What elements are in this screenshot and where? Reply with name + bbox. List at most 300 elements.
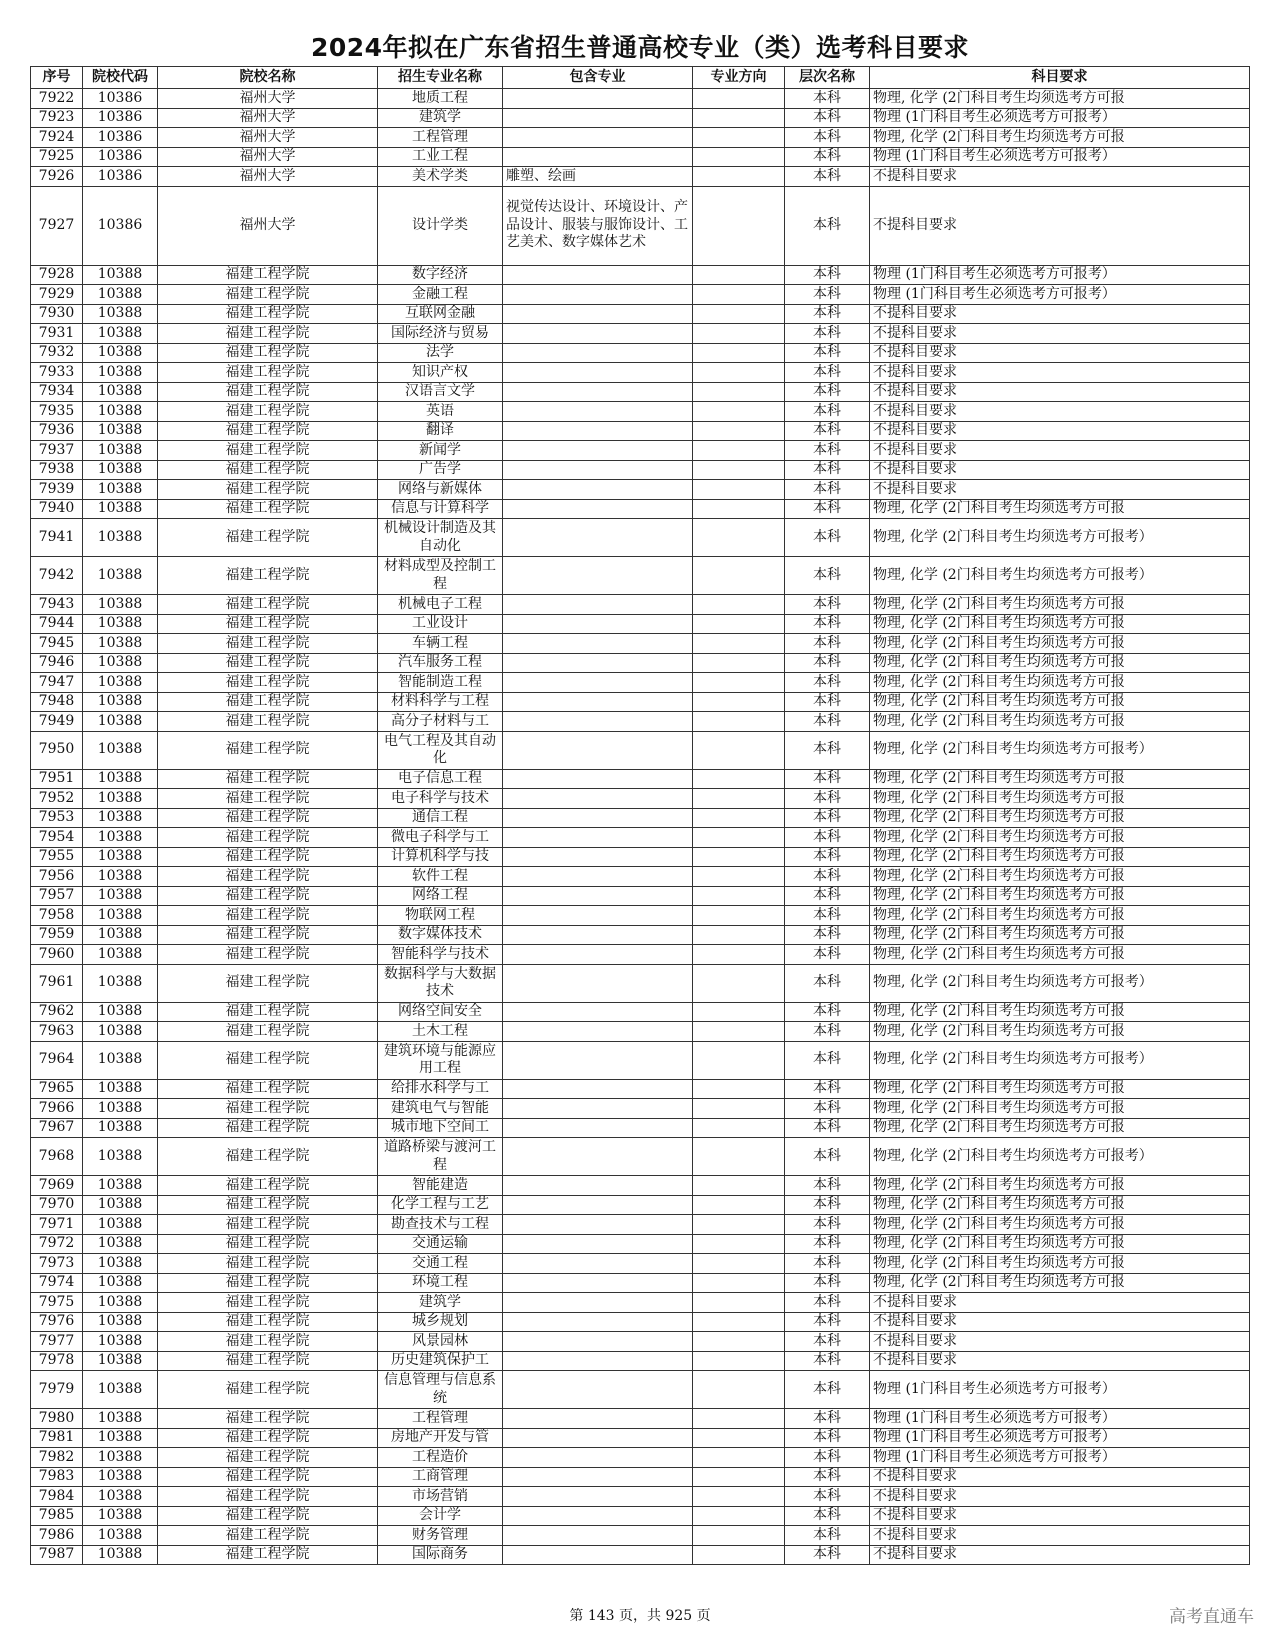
table-row [31,653,1250,673]
cell-level: 本科 [785,519,870,557]
table-row [31,1195,1250,1215]
cell-school: 福建工程学院 [158,499,378,519]
cell-school: 福建工程学院 [158,557,378,595]
table-row [31,867,1250,887]
cell-direction [693,673,785,693]
cell-school: 福建工程学院 [158,363,378,383]
cell-no: 7969 [31,1176,83,1196]
cell-no: 7955 [31,847,83,867]
cell-major: 英语 [378,402,503,422]
cell-requirement: 物理, 化学 (2门科目考生均须选考方可报 [870,595,1250,615]
cell-code: 10388 [83,480,158,500]
cell-major: 物联网工程 [378,906,503,926]
cell-code: 10388 [83,789,158,809]
cell-major: 智能科学与技术 [378,945,503,965]
cell-direction [693,634,785,654]
cell-included [503,1079,693,1099]
table-row [31,1176,1250,1196]
cell-school: 福建工程学院 [158,285,378,305]
cell-level: 本科 [785,382,870,402]
cell-included [503,1448,693,1468]
cell-direction [693,1526,785,1546]
cell-major: 网络与新媒体 [378,480,503,500]
cell-included [503,499,693,519]
cell-school: 福建工程学院 [158,1022,378,1042]
cell-direction [693,1176,785,1196]
table-row [31,324,1250,344]
cell-requirement: 不提科目要求 [870,441,1250,461]
cell-requirement: 不提科目要求 [870,460,1250,480]
cell-school: 福州大学 [158,108,378,128]
cell-school: 福建工程学院 [158,421,378,441]
cell-major: 交通运输 [378,1234,503,1254]
cell-requirement: 物理, 化学 (2门科目考生均须选考方可报 [870,1079,1250,1099]
cell-requirement: 物理 (1门科目考生必须选考方可报考） [870,108,1250,128]
cell-level: 本科 [785,1506,870,1526]
cell-major: 汉语言文学 [378,382,503,402]
cell-direction [693,1506,785,1526]
cell-school: 福建工程学院 [158,595,378,615]
cell-no: 7987 [31,1545,83,1565]
cell-school: 福建工程学院 [158,1273,378,1293]
cell-included [503,382,693,402]
cell-direction [693,867,785,887]
cell-requirement: 不提科目要求 [870,363,1250,383]
cell-level: 本科 [785,343,870,363]
cell-school: 福建工程学院 [158,1526,378,1546]
cell-requirement: 物理 (1门科目考生必须选考方可报考） [870,265,1250,285]
cell-requirement: 物理, 化学 (2门科目考生均须选考方可报考） [870,557,1250,595]
cell-requirement: 物理, 化学 (2门科目考生均须选考方可报 [870,789,1250,809]
cell-requirement: 不提科目要求 [870,1545,1250,1565]
cell-code: 10388 [83,1254,158,1274]
table-row [31,614,1250,634]
cell-school: 福建工程学院 [158,634,378,654]
cell-no: 7985 [31,1506,83,1526]
cell-requirement: 物理, 化学 (2门科目考生均须选考方可报 [870,1273,1250,1293]
cell-level: 本科 [785,731,870,769]
column-header-included: 包含专业 [503,67,693,89]
cell-major: 地质工程 [378,89,503,109]
cell-direction [693,886,785,906]
cell-included [503,964,693,1002]
cell-no: 7979 [31,1371,83,1409]
cell-level: 本科 [785,692,870,712]
cell-major: 微电子科学与工 [378,828,503,848]
cell-code: 10388 [83,402,158,422]
cell-direction [693,1234,785,1254]
cell-included [503,867,693,887]
cell-major: 互联网金融 [378,304,503,324]
cell-level: 本科 [785,499,870,519]
cell-no: 7939 [31,480,83,500]
cell-direction [693,324,785,344]
cell-level: 本科 [785,1176,870,1196]
cell-no: 7936 [31,421,83,441]
cell-requirement: 物理, 化学 (2门科目考生均须选考方可报 [870,1254,1250,1274]
cell-direction [693,1428,785,1448]
cell-direction [693,1312,785,1332]
cell-requirement: 物理, 化学 (2门科目考生均须选考方可报 [870,867,1250,887]
cell-direction [693,89,785,109]
table-row [31,847,1250,867]
cell-requirement: 物理, 化学 (2门科目考生均须选考方可报考） [870,731,1250,769]
cell-code: 10388 [83,828,158,848]
cell-level: 本科 [785,1351,870,1371]
cell-direction [693,402,785,422]
table-row [31,1487,1250,1507]
cell-code: 10388 [83,1448,158,1468]
cell-code: 10388 [83,265,158,285]
cell-major: 化学工程与工艺 [378,1195,503,1215]
cell-included [503,1234,693,1254]
cell-no: 7980 [31,1409,83,1429]
cell-no: 7927 [31,186,83,265]
table-row [31,1215,1250,1235]
cell-no: 7954 [31,828,83,848]
cell-level: 本科 [785,1448,870,1468]
cell-school: 福建工程学院 [158,925,378,945]
cell-school: 福建工程学院 [158,324,378,344]
cell-major: 建筑电气与智能 [378,1099,503,1119]
cell-major: 智能制造工程 [378,673,503,693]
column-header-school: 院校名称 [158,67,378,89]
cell-school: 福建工程学院 [158,480,378,500]
table-row [31,1526,1250,1546]
cell-direction [693,186,785,265]
cell-code: 10388 [83,1138,158,1176]
cell-level: 本科 [785,1099,870,1119]
cell-included [503,847,693,867]
cell-requirement: 物理, 化学 (2门科目考生均须选考方可报 [870,1176,1250,1196]
table-row [31,402,1250,422]
cell-requirement: 不提科目要求 [870,343,1250,363]
cell-school: 福州大学 [158,147,378,167]
cell-major: 广告学 [378,460,503,480]
cell-included [503,402,693,422]
cell-major: 通信工程 [378,808,503,828]
cell-code: 10388 [83,1273,158,1293]
cell-included [503,1487,693,1507]
cell-direction [693,480,785,500]
cell-school: 福建工程学院 [158,867,378,887]
cell-major: 交通工程 [378,1254,503,1274]
table-row [31,945,1250,965]
cell-included [503,1312,693,1332]
cell-requirement: 物理 (1门科目考生必须选考方可报考） [870,285,1250,305]
cell-requirement: 物理, 化学 (2门科目考生均须选考方可报 [870,906,1250,926]
cell-requirement: 物理 (1门科目考生必须选考方可报考） [870,1448,1250,1468]
cell-code: 10388 [83,1041,158,1079]
cell-major: 土木工程 [378,1022,503,1042]
cell-major: 电子科学与技术 [378,789,503,809]
cell-included [503,324,693,344]
cell-school: 福建工程学院 [158,1448,378,1468]
cell-school: 福建工程学院 [158,1176,378,1196]
cell-major: 工程管理 [378,1409,503,1429]
cell-requirement: 不提科目要求 [870,1506,1250,1526]
cell-requirement: 物理, 化学 (2门科目考生均须选考方可报考） [870,1138,1250,1176]
cell-no: 7974 [31,1273,83,1293]
cell-code: 10388 [83,964,158,1002]
page-footer: 第 143 页，共 925 页 [569,1608,711,1624]
cell-school: 福建工程学院 [158,343,378,363]
cell-level: 本科 [785,1409,870,1429]
cell-no: 7933 [31,363,83,383]
cell-major: 风景园林 [378,1332,503,1352]
cell-direction [693,1002,785,1022]
cell-included [503,519,693,557]
cell-direction [693,906,785,926]
cell-included [503,1371,693,1409]
cell-direction [693,421,785,441]
cell-no: 7984 [31,1487,83,1507]
cell-level: 本科 [785,614,870,634]
cell-major: 建筑学 [378,108,503,128]
cell-major: 勘查技术与工程 [378,1215,503,1235]
cell-code: 10386 [83,186,158,265]
cell-school: 福建工程学院 [158,441,378,461]
cell-included [503,421,693,441]
cell-direction [693,653,785,673]
cell-level: 本科 [785,867,870,887]
cell-level: 本科 [785,634,870,654]
cell-included [503,147,693,167]
cell-included [503,1545,693,1565]
cell-included [503,925,693,945]
cell-included [503,595,693,615]
table-row [31,634,1250,654]
cell-requirement: 物理, 化学 (2门科目考生均须选考方可报 [870,692,1250,712]
cell-code: 10388 [83,1234,158,1254]
cell-level: 本科 [785,1002,870,1022]
cell-level: 本科 [785,460,870,480]
cell-level: 本科 [785,808,870,828]
cell-school: 福建工程学院 [158,460,378,480]
cell-code: 10388 [83,925,158,945]
cell-no: 7961 [31,964,83,1002]
cell-level: 本科 [785,1215,870,1235]
cell-school: 福建工程学院 [158,265,378,285]
column-header-major: 招生专业名称 [378,67,503,89]
cell-major: 信息管理与信息系统 [378,1371,503,1409]
cell-included [503,1138,693,1176]
cell-requirement: 物理, 化学 (2门科目考生均须选考方可报 [870,1234,1250,1254]
cell-requirement: 不提科目要求 [870,304,1250,324]
cell-included [503,1351,693,1371]
cell-school: 福建工程学院 [158,1002,378,1022]
cell-requirement: 不提科目要求 [870,1487,1250,1507]
cell-major: 财务管理 [378,1526,503,1546]
cell-direction [693,808,785,828]
cell-school: 福建工程学院 [158,1254,378,1274]
subject-requirements-table [30,66,1250,1565]
cell-no: 7930 [31,304,83,324]
cell-requirement: 物理, 化学 (2门科目考生均须选考方可报 [870,886,1250,906]
cell-code: 10388 [83,1293,158,1313]
cell-major: 道路桥梁与渡河工程 [378,1138,503,1176]
table-row [31,108,1250,128]
cell-level: 本科 [785,1428,870,1448]
cell-no: 7977 [31,1332,83,1352]
cell-no: 7940 [31,499,83,519]
cell-major: 高分子材料与工 [378,712,503,732]
cell-requirement: 物理, 化学 (2门科目考生均须选考方可报 [870,128,1250,148]
cell-code: 10388 [83,906,158,926]
cell-code: 10388 [83,692,158,712]
cell-level: 本科 [785,1467,870,1487]
cell-school: 福建工程学院 [158,653,378,673]
cell-level: 本科 [785,673,870,693]
cell-requirement: 物理, 化学 (2门科目考生均须选考方可报 [870,925,1250,945]
cell-school: 福建工程学院 [158,1293,378,1313]
table-row [31,1234,1250,1254]
cell-code: 10386 [83,89,158,109]
table-row [31,1099,1250,1119]
cell-level: 本科 [785,1079,870,1099]
table-row [31,1118,1250,1138]
table-row [31,886,1250,906]
cell-no: 7947 [31,673,83,693]
table-row [31,499,1250,519]
cell-included [503,460,693,480]
cell-code: 10388 [83,557,158,595]
cell-level: 本科 [785,789,870,809]
table-row [31,828,1250,848]
cell-requirement: 物理, 化学 (2门科目考生均须选考方可报 [870,499,1250,519]
cell-no: 7958 [31,906,83,926]
cell-school: 福建工程学院 [158,1195,378,1215]
table-row [31,363,1250,383]
table-row [31,1022,1250,1042]
cell-school: 福建工程学院 [158,614,378,634]
cell-school: 福建工程学院 [158,1041,378,1079]
cell-direction [693,945,785,965]
cell-level: 本科 [785,1312,870,1332]
cell-code: 10388 [83,595,158,615]
table-row [31,1293,1250,1313]
table-row [31,519,1250,557]
cell-direction [693,1079,785,1099]
cell-school: 福建工程学院 [158,1545,378,1565]
cell-code: 10388 [83,886,158,906]
cell-included [503,906,693,926]
table-row [31,382,1250,402]
cell-code: 10388 [83,1506,158,1526]
table-row [31,1041,1250,1079]
cell-direction [693,614,785,634]
cell-included [503,1467,693,1487]
cell-requirement: 物理, 化学 (2门科目考生均须选考方可报 [870,945,1250,965]
table-row [31,1079,1250,1099]
cell-code: 10388 [83,945,158,965]
cell-no: 7978 [31,1351,83,1371]
cell-direction [693,304,785,324]
cell-included [503,1118,693,1138]
cell-code: 10388 [83,1099,158,1119]
cell-requirement: 物理, 化学 (2门科目考生均须选考方可报 [870,1215,1250,1235]
cell-requirement: 不提科目要求 [870,480,1250,500]
cell-major: 数字媒体技术 [378,925,503,945]
cell-school: 福建工程学院 [158,1351,378,1371]
cell-requirement: 不提科目要求 [870,1312,1250,1332]
column-header-requirement: 科目要求 [870,67,1250,89]
cell-level: 本科 [785,147,870,167]
cell-level: 本科 [785,186,870,265]
cell-included [503,828,693,848]
cell-included [503,557,693,595]
cell-level: 本科 [785,1118,870,1138]
table-header-row [31,67,1250,89]
cell-school: 福建工程学院 [158,1099,378,1119]
cell-level: 本科 [785,1371,870,1409]
cell-major: 工程造价 [378,1448,503,1468]
cell-school: 福建工程学院 [158,1409,378,1429]
table-row [31,1371,1250,1409]
cell-level: 本科 [785,595,870,615]
cell-school: 福建工程学院 [158,402,378,422]
cell-major: 工业设计 [378,614,503,634]
cell-major: 金融工程 [378,285,503,305]
cell-level: 本科 [785,89,870,109]
cell-code: 10388 [83,1351,158,1371]
cell-level: 本科 [785,167,870,187]
cell-school: 福建工程学院 [158,808,378,828]
cell-code: 10388 [83,441,158,461]
cell-code: 10388 [83,1176,158,1196]
cell-school: 福建工程学院 [158,1079,378,1099]
cell-requirement: 物理, 化学 (2门科目考生均须选考方可报 [870,634,1250,654]
cell-level: 本科 [785,128,870,148]
cell-school: 福建工程学院 [158,673,378,693]
cell-included [503,1041,693,1079]
cell-direction [693,1487,785,1507]
cell-major: 房地产开发与管 [378,1428,503,1448]
cell-code: 10388 [83,499,158,519]
cell-direction [693,1041,785,1079]
cell-requirement: 物理, 化学 (2门科目考生均须选考方可报 [870,1099,1250,1119]
cell-no: 7924 [31,128,83,148]
table-row [31,480,1250,500]
cell-included [503,265,693,285]
table-row [31,1448,1250,1468]
cell-included [503,769,693,789]
cell-direction [693,519,785,557]
table-row [31,186,1250,265]
cell-level: 本科 [785,324,870,344]
cell-requirement: 不提科目要求 [870,421,1250,441]
table-row [31,1428,1250,1448]
table-row [31,1002,1250,1022]
cell-no: 7964 [31,1041,83,1079]
cell-requirement: 物理 (1门科目考生必须选考方可报考） [870,1409,1250,1429]
cell-direction [693,1409,785,1429]
cell-requirement: 物理, 化学 (2门科目考生均须选考方可报考） [870,519,1250,557]
cell-school: 福建工程学院 [158,945,378,965]
cell-major: 国际经济与贸易 [378,324,503,344]
cell-requirement: 不提科目要求 [870,1351,1250,1371]
cell-code: 10388 [83,1545,158,1565]
cell-level: 本科 [785,1273,870,1293]
cell-no: 7923 [31,108,83,128]
cell-requirement: 不提科目要求 [870,1467,1250,1487]
cell-included [503,343,693,363]
cell-no: 7931 [31,324,83,344]
cell-no: 7957 [31,886,83,906]
cell-direction [693,847,785,867]
table-row [31,1506,1250,1526]
cell-included [503,1099,693,1119]
